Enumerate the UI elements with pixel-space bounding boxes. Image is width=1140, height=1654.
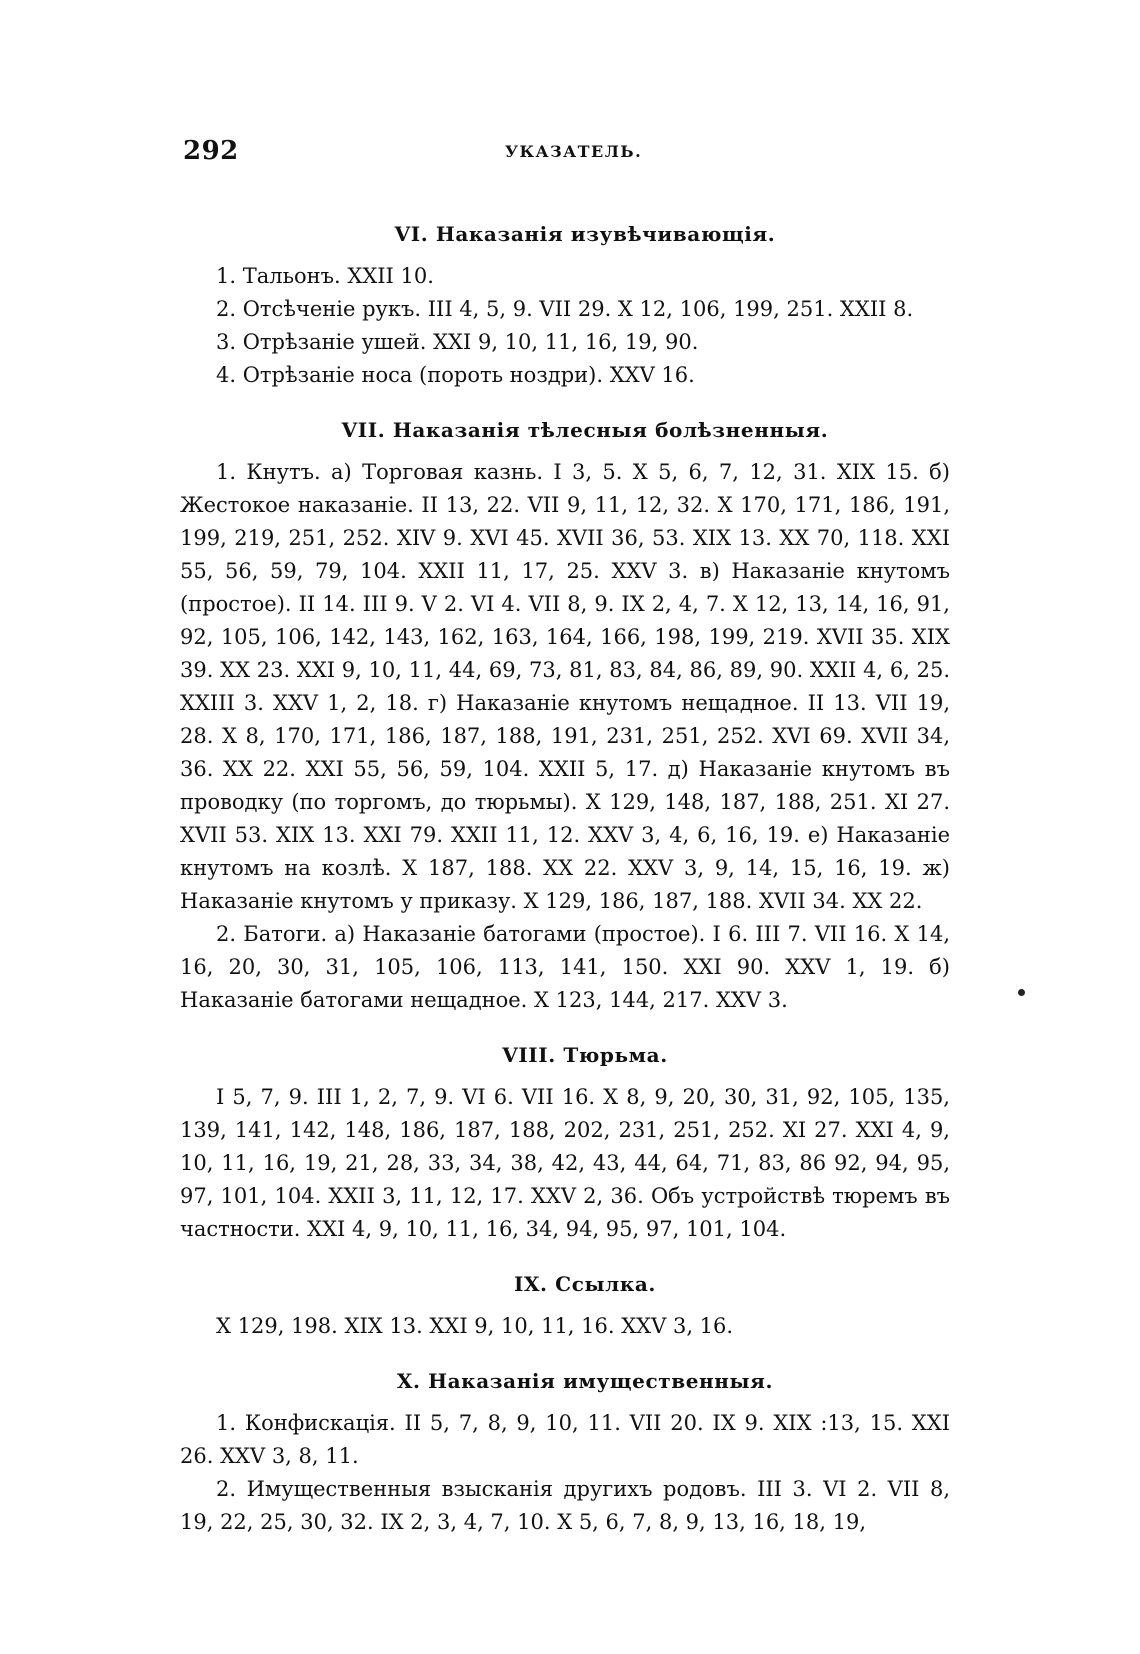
index-paragraph: I 5, 7, 9. III 1, 2, 7, 9. VI 6. VII 16. X 8, 9, 20, 30, 31, 92, 105, 135, 139, 141, 142, 148, 186, 187, 188, 202, 231, 251, 252. XI 27. XXI 4, 9, 10, 11, 16, 19, 21, 28, 33, 34, 38, 42, 43, 44, 64, 71, 83, 86 92, 94, 95, 97, 101, 104. XXII 3, 11, 12, 17. XXV 2, 36. Объ устройствѣ тюремъ въ частности. XXI 4, 9, 10, 11, 16, 34, 94, 95, 97, 101, 104. — [180, 1085, 950, 1241]
section-vi — [180, 222, 950, 392]
index-content — [180, 222, 950, 1565]
section-ix — [180, 1272, 950, 1343]
ink-speck — [1018, 989, 1025, 996]
index-paragraph: 1. Конфискація. II 5, 7, 8, 9, 10, 11. VII 20. IX 9. XIX :13, 15. XXI 26. XXV 3, 8, 11. — [180, 1411, 950, 1468]
index-paragraph: 2. Батоги. а) Наказаніе батогами (простое). I 6. III 7. VII 16. X 14, 16, 20, 30, 31, 105, 106, 113, 141, 150. XXI 90. XXV 1, 19. б) Наказаніе батогами нещадное. X 123, 144, 217. XXV 3. — [180, 922, 950, 1012]
section-title: IX. Ссылка. — [513, 1272, 656, 1296]
list-item: 3. Отрѣзаніе ушей. XXI 9, 10, 11, 16, 19, 90. — [216, 330, 699, 354]
list-item: 2. Отсѣченіе рукъ. III 4, 5, 9. VII 29. X 12, 106, 199, 251. XXII 8. — [216, 297, 914, 321]
section-title: VII. Наказанія тѣлесныя болѣзненныя. — [341, 418, 829, 442]
page-number: 292 — [183, 136, 239, 166]
section-title: VI. Наказанія изувѣчивающія. — [394, 222, 776, 246]
section-vii — [180, 418, 950, 1017]
list-item: 4. Отрѣзаніе носа (пороть ноздри). XXV 16. — [216, 363, 695, 387]
index-paragraph: 1. Кнутъ. а) Торговая казнь. I 3, 5. X 5, 6, 7, 12, 31. XIX 15. б) Жестокое наказаніе. II 13, 22. VII 9, 11, 12, 32. X 170, 171, 186, 191, 199, 219, 251, 252. XIV 9. XVI 45. XVII 36, 53. XIX 13. XX 70, 118. XXI 55, 56, 59, 79, 104. XXII 11, 17, 25. XXV 3. в) Наказаніе кнутомъ (простое). II 14. III 9. V 2. VI 4. VII 8, 9. IX 2, 4, 7. X 12, 13, 14, 16, 91, 92, 105, 106, 142, 143, 162, 163, 164, 166, 198, 199, 219. XVII 35. XIX 39. XX 23. XXI 9, 10, 11, 44, 69, 73, 81, 83, 84, 86, 89, 90. XXII 4, 6, 25. XXIII 3. XXV 1, 2, 18. г) Наказаніе кнутомъ нещадное. II 13. VII 19, 28. X 8, 170, 171, 186, 187, 188, 191, 231, 251, 252. XVI 69. XVII 34, 36. XX 22. XXI 55, 56, 59, 104. XXII 5, 17. д) Наказаніе кнутомъ въ проводку (по торгомъ, до тюрьмы). X 129, 148, 187, 188, 251. XI 27. XVII 53. XIX 13. XXI 79. XXII 11, 12. XXV 3, 4, 6, 16, 19. е) Наказаніе кнутомъ на козлѣ. X 187, 188. XX 22. XXV 3, 9, 14, 15, 16, 19. ж) Наказаніе кнутомъ у приказу. X 129, 186, 187, 188. XVII 34. XX 22. — [180, 460, 950, 913]
section-title: VIII. Тюрьма. — [502, 1043, 668, 1067]
running-head: УКАЗАТЕЛЬ. — [505, 142, 643, 161]
list-item: 1. Тальонъ. XXII 10. — [216, 264, 434, 288]
section-viii — [180, 1043, 950, 1246]
section-x — [180, 1369, 950, 1539]
index-paragraph: X 129, 198. XIX 13. XXI 9, 10, 11, 16. XXV 3, 16. — [216, 1314, 734, 1338]
index-paragraph: 2. Имущественныя взысканія другихъ родовъ. III 3. VI 2. VII 8, 19, 22, 25, 30, 32. IX 2, 3, 4, 7, 10. X 5, 6, 7, 8, 9, 13, 16, 18, 19, — [180, 1477, 950, 1534]
section-title: X. Наказанія имущественныя. — [396, 1369, 774, 1393]
